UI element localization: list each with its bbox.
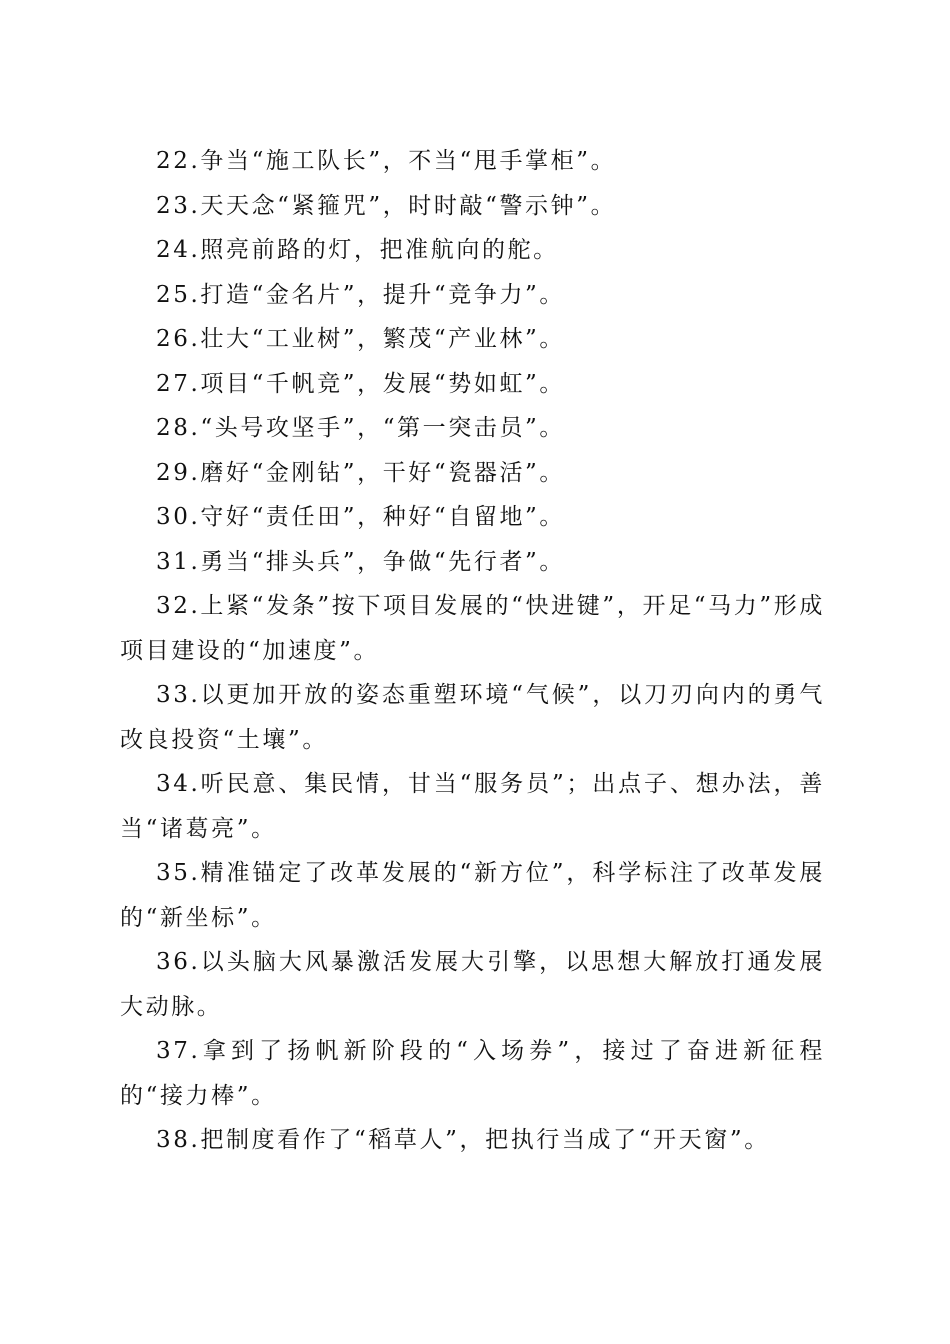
paragraph-34: 34.听民意、集民情，甘当“服务员”；出点子、想办法，善当“诸葛亮”。 [120, 771, 825, 842]
paragraph-36: 36.以头脑大风暴激活发展大引擎，以思想大解放打通发展大动脉。 [120, 949, 825, 1020]
paragraph-30: 30.守好“责任田”，种好“自留地”。 [156, 504, 566, 530]
paragraph-35: 35.精准锚定了改革发展的“新方位”，科学标注了改革发展的“新坐标”。 [120, 860, 825, 931]
paragraph-33: 33.以更加开放的姿态重塑环境“气候”，以刀刃向内的勇气改良投资“土壤”。 [120, 682, 825, 753]
paragraph-27: 27.项目“千帆竞”，发展“势如虹”。 [156, 370, 566, 397]
paragraph-32: 32.上紧“发条”按下项目发展的“快进键”，开足“马力”形成项目建设的“加速度”。 [120, 593, 825, 664]
paragraph-31: 31.勇当“排头兵”，争做“先行者”。 [156, 548, 566, 575]
paragraph-38: 38.把制度看作了“稻草人”，把执行当成了“开天窗”。 [156, 1127, 770, 1153]
paragraph-23: 23.天天念“紧箍咒”，时时敲“警示钟”。 [156, 192, 617, 219]
paragraph-24: 24.照亮前路的灯，把准航向的舵。 [156, 237, 559, 263]
paragraph-29: 29.磨好“金刚钻”，干好“瓷器活”。 [156, 459, 566, 486]
paragraph-37: 37.拿到了扬帆新阶段的“入场券”，接过了奋进新征程的“接力棒”。 [120, 1038, 825, 1109]
paragraph-25: 25.打造“金名片”，提升“竞争力”。 [156, 281, 566, 308]
paragraph-22: 22.争当“施工队长”，不当“甩手掌柜”。 [156, 148, 617, 174]
paragraph-26: 26.壮大“工业树”，繁茂“产业林”。 [156, 326, 566, 352]
paragraph-28: 28.“头号攻坚手”，“第一突击员”。 [156, 415, 566, 441]
document-body [120, 139, 825, 1163]
